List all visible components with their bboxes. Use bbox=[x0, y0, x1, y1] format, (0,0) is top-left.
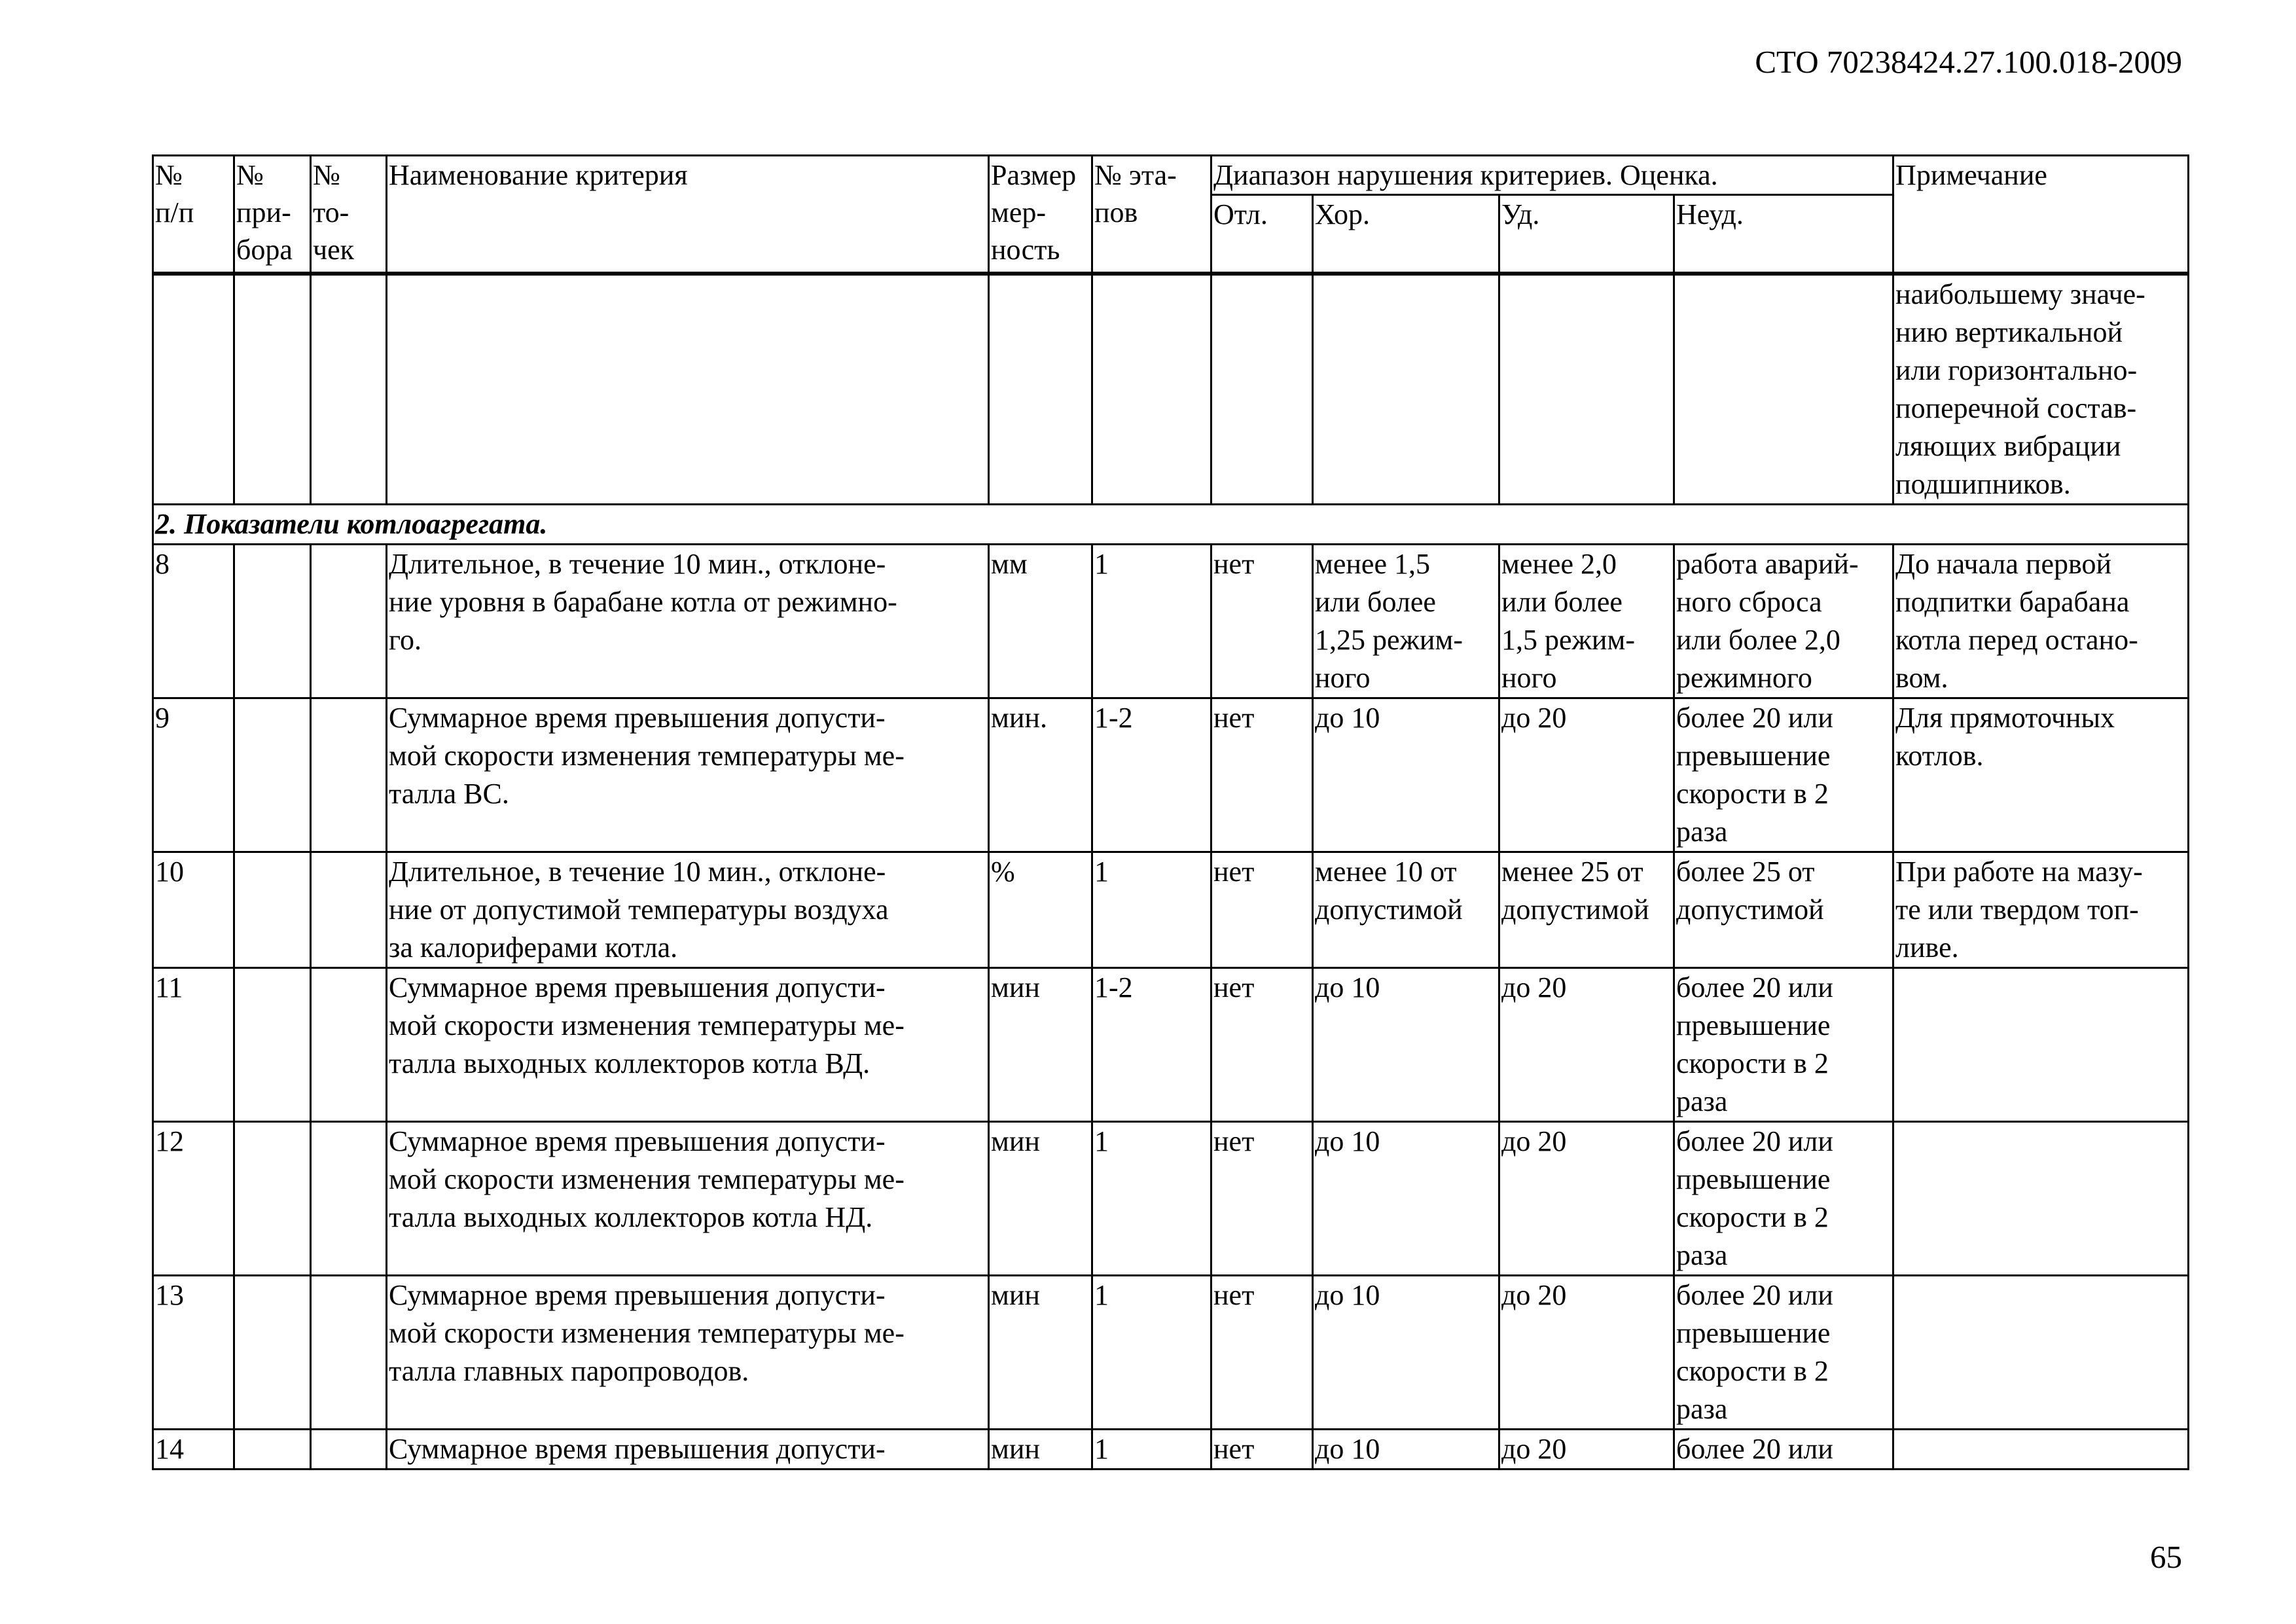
cell-good: до 10 bbox=[1313, 1121, 1499, 1275]
cell-good: менее 1,5 или более 1,25 режим- ного bbox=[1313, 544, 1499, 698]
cell-unsatisfactory bbox=[1674, 274, 1893, 505]
header-num: № п/п bbox=[153, 156, 234, 274]
cell-unit: мин bbox=[989, 967, 1092, 1121]
cell-stages bbox=[1092, 274, 1211, 505]
cell-points bbox=[311, 1429, 387, 1469]
header-satisfactory: Уд. bbox=[1499, 195, 1674, 274]
cell-device bbox=[234, 967, 311, 1121]
cell-unit: мин. bbox=[989, 698, 1092, 852]
cell-num: 14 bbox=[153, 1429, 234, 1469]
cell-unsatisfactory: более 20 или превышение скорости в 2 раза bbox=[1674, 1275, 1893, 1429]
cell-name: Суммарное время превышения допусти- мой скорости изменения температуры ме- талла ВС. bbox=[387, 698, 989, 852]
cell-stages: 1-2 bbox=[1092, 967, 1211, 1121]
cell-satisfactory: до 20 bbox=[1499, 1275, 1674, 1429]
cell-num: 8 bbox=[153, 544, 234, 698]
cell-points bbox=[311, 274, 387, 505]
cell-stages: 1 bbox=[1092, 1121, 1211, 1275]
cell-unsatisfactory: более 20 или превышение скорости в 2 раза bbox=[1674, 967, 1893, 1121]
cell-device bbox=[234, 852, 311, 967]
header-unsatisfactory: Неуд. bbox=[1674, 195, 1893, 274]
cell-unit: мин bbox=[989, 1121, 1092, 1275]
cell-unit: мм bbox=[989, 544, 1092, 698]
cell-unit bbox=[989, 274, 1092, 505]
table-row bbox=[153, 1275, 2189, 1429]
cell-unsatisfactory: более 20 или bbox=[1674, 1429, 1893, 1469]
cell-stages: 1-2 bbox=[1092, 698, 1211, 852]
cell-excellent: нет bbox=[1211, 698, 1313, 852]
table-row bbox=[153, 852, 2189, 967]
table-row bbox=[153, 1429, 2189, 1469]
cell-note bbox=[1893, 967, 2189, 1121]
cell-excellent: нет bbox=[1211, 967, 1313, 1121]
cell-good: до 10 bbox=[1313, 1275, 1499, 1429]
cell-num bbox=[153, 274, 234, 505]
page-number: 65 bbox=[2150, 1539, 2182, 1575]
cell-unit: мин bbox=[989, 1275, 1092, 1429]
header-name: Наименование критерия bbox=[387, 156, 989, 274]
cell-note bbox=[1893, 1121, 2189, 1275]
cell-stages: 1 bbox=[1092, 1429, 1211, 1469]
header-good: Хор. bbox=[1313, 195, 1499, 274]
cell-device bbox=[234, 1275, 311, 1429]
section-title: 2. Показатели котлоагрегата. bbox=[153, 504, 2189, 544]
cell-points bbox=[311, 1275, 387, 1429]
cell-unsatisfactory: работа аварий- ного сброса или более 2,0 режимного bbox=[1674, 544, 1893, 698]
header-stages: № эта- пов bbox=[1092, 156, 1211, 274]
cell-satisfactory: до 20 bbox=[1499, 698, 1674, 852]
cell-stages: 1 bbox=[1092, 852, 1211, 967]
cell-unsatisfactory: более 20 или превышение скорости в 2 раза bbox=[1674, 698, 1893, 852]
cell-excellent bbox=[1211, 274, 1313, 505]
cell-name: Суммарное время превышения допусти- мой скорости изменения температуры ме- талла главных паропроводов. bbox=[387, 1275, 989, 1429]
cell-device bbox=[234, 544, 311, 698]
cell-device bbox=[234, 1121, 311, 1275]
cell-good: до 10 bbox=[1313, 967, 1499, 1121]
cell-good: до 10 bbox=[1313, 1429, 1499, 1469]
header-range: Диапазон нарушения критериев. Оценка. bbox=[1211, 156, 1893, 195]
section-row bbox=[153, 504, 2189, 544]
continuation-row bbox=[153, 274, 2189, 505]
cell-device bbox=[234, 1429, 311, 1469]
cell-points bbox=[311, 698, 387, 852]
table-row bbox=[153, 1121, 2189, 1275]
cell-excellent: нет bbox=[1211, 1121, 1313, 1275]
header-excellent: Отл. bbox=[1211, 195, 1313, 274]
cell-unit: % bbox=[989, 852, 1092, 967]
cell-unit: мин bbox=[989, 1429, 1092, 1469]
cell-excellent: нет bbox=[1211, 1429, 1313, 1469]
cell-unsatisfactory: более 25 от допустимой bbox=[1674, 852, 1893, 967]
cell-excellent: нет bbox=[1211, 544, 1313, 698]
cell-good: менее 10 от допустимой bbox=[1313, 852, 1499, 967]
cell-num: 13 bbox=[153, 1275, 234, 1429]
cell-satisfactory: менее 2,0 или более 1,5 режим- ного bbox=[1499, 544, 1674, 698]
cell-points bbox=[311, 1121, 387, 1275]
cell-num: 9 bbox=[153, 698, 234, 852]
cell-device bbox=[234, 274, 311, 505]
cell-satisfactory: до 20 bbox=[1499, 1121, 1674, 1275]
cell-note: До начала первой подпитки барабана котла перед остано- вом. bbox=[1893, 544, 2189, 698]
table-row bbox=[153, 544, 2189, 698]
cell-note bbox=[1893, 1275, 2189, 1429]
cell-good bbox=[1313, 274, 1499, 505]
header-device: № при- бора bbox=[234, 156, 311, 274]
cell-points bbox=[311, 852, 387, 967]
cell-satisfactory: до 20 bbox=[1499, 1429, 1674, 1469]
cell-name: Длительное, в течение 10 мин., отклоне- ние от допустимой температуры воздуха за калориферами котла. bbox=[387, 852, 989, 967]
cell-name: Длительное, в течение 10 мин., отклоне- ние уровня в барабане котла от режимно- го. bbox=[387, 544, 989, 698]
cell-name bbox=[387, 274, 989, 505]
table-row bbox=[153, 698, 2189, 852]
cell-excellent: нет bbox=[1211, 1275, 1313, 1429]
cell-points bbox=[311, 967, 387, 1121]
cell-stages: 1 bbox=[1092, 1275, 1211, 1429]
header-unit: Размер мер- ность bbox=[989, 156, 1092, 274]
cell-note: наибольшему значе- нию вертикальной или горизонтально- поперечной состав- ляющих вибрации подшипников. bbox=[1893, 274, 2189, 505]
document-code: СТО 70238424.27.100.018-2009 bbox=[1755, 44, 2182, 80]
cell-num: 12 bbox=[153, 1121, 234, 1275]
header-note: Примечание bbox=[1893, 156, 2189, 274]
cell-satisfactory: до 20 bbox=[1499, 967, 1674, 1121]
table-row bbox=[153, 967, 2189, 1121]
cell-unsatisfactory: более 20 или превышение скорости в 2 раза bbox=[1674, 1121, 1893, 1275]
cell-satisfactory: менее 25 от допустимой bbox=[1499, 852, 1674, 967]
cell-name: Суммарное время превышения допусти- bbox=[387, 1429, 989, 1469]
header-points: № то- чек bbox=[311, 156, 387, 274]
cell-note: Для прямоточных котлов. bbox=[1893, 698, 2189, 852]
cell-satisfactory bbox=[1499, 274, 1674, 505]
criteria-table bbox=[152, 154, 2189, 1470]
cell-device bbox=[234, 698, 311, 852]
cell-name: Суммарное время превышения допусти- мой скорости изменения температуры ме- талла выходных коллекторов котла НД. bbox=[387, 1121, 989, 1275]
cell-num: 11 bbox=[153, 967, 234, 1121]
cell-good: до 10 bbox=[1313, 698, 1499, 852]
cell-note bbox=[1893, 1429, 2189, 1469]
cell-num: 10 bbox=[153, 852, 234, 967]
cell-note: При работе на мазу- те или твердом топ- ливе. bbox=[1893, 852, 2189, 967]
cell-points bbox=[311, 544, 387, 698]
cell-excellent: нет bbox=[1211, 852, 1313, 967]
cell-name: Суммарное время превышения допусти- мой скорости изменения температуры ме- талла выходных коллекторов котла ВД. bbox=[387, 967, 989, 1121]
cell-stages: 1 bbox=[1092, 544, 1211, 698]
